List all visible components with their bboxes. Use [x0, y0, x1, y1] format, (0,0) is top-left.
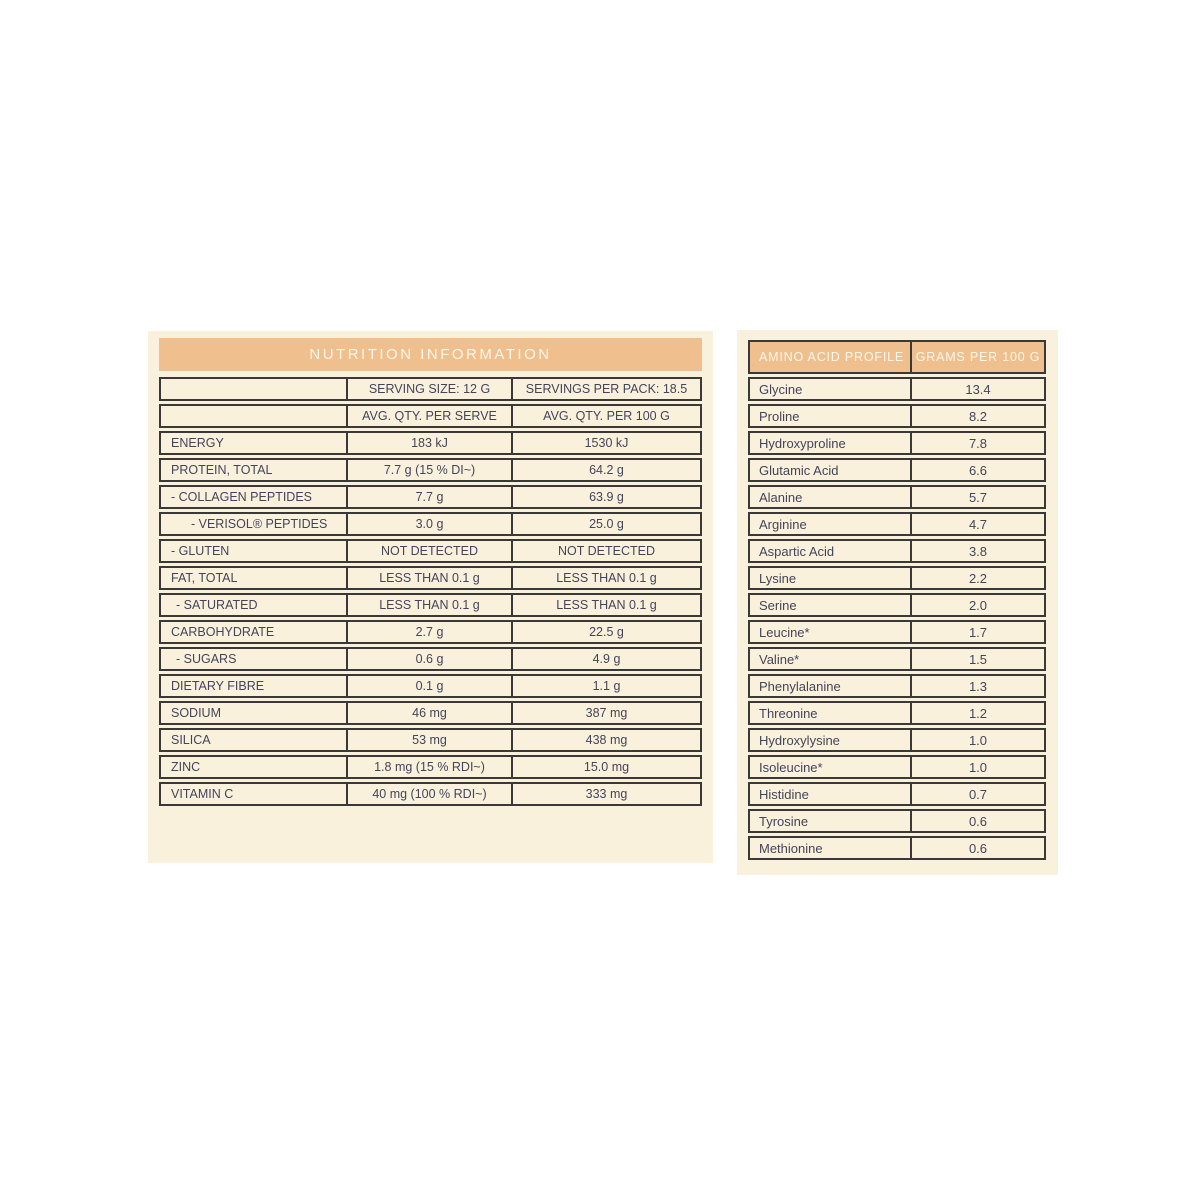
amino-acid-value: 3.8	[912, 539, 1046, 563]
nutrient-value-per-serve: 2.7 g	[348, 620, 513, 644]
table-row	[748, 431, 1047, 455]
nutrient-value-per-100g: 1.1 g	[513, 674, 702, 698]
nutrient-label: - GLUTEN	[159, 539, 348, 563]
amino-acid-value: 1.3	[912, 674, 1046, 698]
amino-acid-value: 2.2	[912, 566, 1046, 590]
amino-acid-name: Valine*	[748, 647, 912, 671]
nutrient-label: - COLLAGEN PEPTIDES	[159, 485, 348, 509]
amino-acid-value: 1.7	[912, 620, 1046, 644]
nutrient-label: VITAMIN C	[159, 782, 348, 806]
nutrient-label: - SATURATED	[159, 593, 348, 617]
table-row	[748, 377, 1047, 401]
nutrition-header-cell-blank	[159, 377, 348, 401]
table-row	[159, 620, 702, 644]
table-row	[748, 728, 1047, 752]
nutrient-label: - VERISOL® PEPTIDES	[159, 512, 348, 536]
nutrient-value-per-serve: 53 mg	[348, 728, 513, 752]
amino-acid-name: Phenylalanine	[748, 674, 912, 698]
nutrient-value-per-serve: 7.7 g (15 % DI~)	[348, 458, 513, 482]
nutrient-value-per-100g: 4.9 g	[513, 647, 702, 671]
nutrient-value-per-100g: 63.9 g	[513, 485, 702, 509]
nutrient-value-per-serve: LESS THAN 0.1 g	[348, 566, 513, 590]
nutrition-header-cell-100g: SERVINGS PER PACK: 18.5	[513, 377, 702, 401]
amino-acid-name: Lysine	[748, 566, 912, 590]
nutrition-header-cell-serve: AVG. QTY. PER SERVE	[348, 404, 513, 428]
table-row	[748, 782, 1047, 806]
nutrient-value-per-serve: 46 mg	[348, 701, 513, 725]
nutrient-label: SODIUM	[159, 701, 348, 725]
table-row	[748, 512, 1047, 536]
table-row	[748, 647, 1047, 671]
nutrient-label: PROTEIN, TOTAL	[159, 458, 348, 482]
nutrient-label: ZINC	[159, 755, 348, 779]
nutrient-value-per-100g: 15.0 mg	[513, 755, 702, 779]
amino-acid-name: Aspartic Acid	[748, 539, 912, 563]
table-row	[748, 593, 1047, 617]
table-row	[159, 485, 702, 509]
amino-acid-value: 1.0	[912, 728, 1046, 752]
nutrient-value-per-100g: 387 mg	[513, 701, 702, 725]
amino-acid-name: Hydroxylysine	[748, 728, 912, 752]
nutrient-label: SILICA	[159, 728, 348, 752]
amino-acid-name: Isoleucine*	[748, 755, 912, 779]
amino-acid-value: 7.8	[912, 431, 1046, 455]
nutrient-label: - SUGARS	[159, 647, 348, 671]
table-row	[748, 755, 1047, 779]
nutrient-value-per-100g: 1530 kJ	[513, 431, 702, 455]
nutrient-value-per-serve: 40 mg (100 % RDI~)	[348, 782, 513, 806]
table-row	[159, 674, 702, 698]
table-row	[748, 836, 1047, 860]
table-row	[159, 512, 702, 536]
nutrient-value-per-100g: 333 mg	[513, 782, 702, 806]
table-row	[748, 620, 1047, 644]
amino-acid-value: 0.6	[912, 809, 1046, 833]
amino-acid-name: Glutamic Acid	[748, 458, 912, 482]
amino-acid-value: 1.0	[912, 755, 1046, 779]
nutrient-value-per-100g: 64.2 g	[513, 458, 702, 482]
amino-acid-value: 8.2	[912, 404, 1046, 428]
amino-acid-name: Tyrosine	[748, 809, 912, 833]
amino-acid-profile-panel	[737, 330, 1058, 875]
table-row	[159, 647, 702, 671]
nutrition-information-title: NUTRITION INFORMATION	[159, 338, 702, 371]
amino-acid-value: 4.7	[912, 512, 1046, 536]
table-row	[159, 782, 702, 806]
amino-header-grams: GRAMS PER 100 G	[912, 340, 1046, 374]
amino-header-profile: AMINO ACID PROFILE	[748, 340, 912, 374]
nutrient-value-per-100g: LESS THAN 0.1 g	[513, 593, 702, 617]
amino-header-row	[748, 340, 1047, 374]
nutrient-value-per-100g: 438 mg	[513, 728, 702, 752]
nutrition-header-cell-blank	[159, 404, 348, 428]
nutrient-value-per-serve: 1.8 mg (15 % RDI~)	[348, 755, 513, 779]
nutrition-header-row	[159, 404, 702, 428]
table-row	[748, 809, 1047, 833]
nutrient-label: FAT, TOTAL	[159, 566, 348, 590]
amino-acid-value: 13.4	[912, 377, 1046, 401]
amino-acid-value: 1.5	[912, 647, 1046, 671]
table-row	[159, 701, 702, 725]
amino-acid-value: 0.6	[912, 836, 1046, 860]
nutrient-value-per-serve: 7.7 g	[348, 485, 513, 509]
table-row	[748, 701, 1047, 725]
nutrient-value-per-serve: 0.1 g	[348, 674, 513, 698]
table-row	[159, 458, 702, 482]
nutrient-value-per-100g: 22.5 g	[513, 620, 702, 644]
nutrient-value-per-100g: 25.0 g	[513, 512, 702, 536]
table-row	[159, 755, 702, 779]
table-row	[748, 458, 1047, 482]
amino-acid-name: Serine	[748, 593, 912, 617]
nutrient-value-per-serve: 3.0 g	[348, 512, 513, 536]
table-row	[159, 539, 702, 563]
table-row	[748, 674, 1047, 698]
amino-acid-name: Leucine*	[748, 620, 912, 644]
table-row	[748, 539, 1047, 563]
nutrient-label: CARBOHYDRATE	[159, 620, 348, 644]
nutrition-header-row	[159, 377, 702, 401]
nutrient-value-per-100g: NOT DETECTED	[513, 539, 702, 563]
amino-acid-name: Methionine	[748, 836, 912, 860]
table-row	[159, 728, 702, 752]
amino-acid-name: Hydroxyproline	[748, 431, 912, 455]
table-row	[159, 566, 702, 590]
nutrient-value-per-serve: NOT DETECTED	[348, 539, 513, 563]
nutrition-header-cell-serve: SERVING SIZE: 12 G	[348, 377, 513, 401]
nutrition-information-panel	[148, 331, 713, 863]
amino-acid-name: Arginine	[748, 512, 912, 536]
table-row	[748, 485, 1047, 509]
table-row	[159, 593, 702, 617]
nutrient-value-per-serve: 183 kJ	[348, 431, 513, 455]
table-row	[748, 566, 1047, 590]
amino-acid-value: 6.6	[912, 458, 1046, 482]
nutrient-value-per-100g: LESS THAN 0.1 g	[513, 566, 702, 590]
nutrient-label: DIETARY FIBRE	[159, 674, 348, 698]
amino-acid-value: 2.0	[912, 593, 1046, 617]
amino-acid-value: 0.7	[912, 782, 1046, 806]
nutrition-header-cell-100g: AVG. QTY. PER 100 G	[513, 404, 702, 428]
amino-acid-name: Alanine	[748, 485, 912, 509]
table-row	[159, 431, 702, 455]
amino-acid-name: Proline	[748, 404, 912, 428]
amino-acid-value: 5.7	[912, 485, 1046, 509]
amino-acid-value: 1.2	[912, 701, 1046, 725]
nutrient-value-per-serve: LESS THAN 0.1 g	[348, 593, 513, 617]
amino-acid-name: Histidine	[748, 782, 912, 806]
nutrition-table	[159, 377, 702, 806]
nutrient-value-per-serve: 0.6 g	[348, 647, 513, 671]
table-row	[748, 404, 1047, 428]
amino-acid-name: Glycine	[748, 377, 912, 401]
amino-acid-table	[748, 340, 1047, 860]
amino-acid-name: Threonine	[748, 701, 912, 725]
nutrient-label: ENERGY	[159, 431, 348, 455]
